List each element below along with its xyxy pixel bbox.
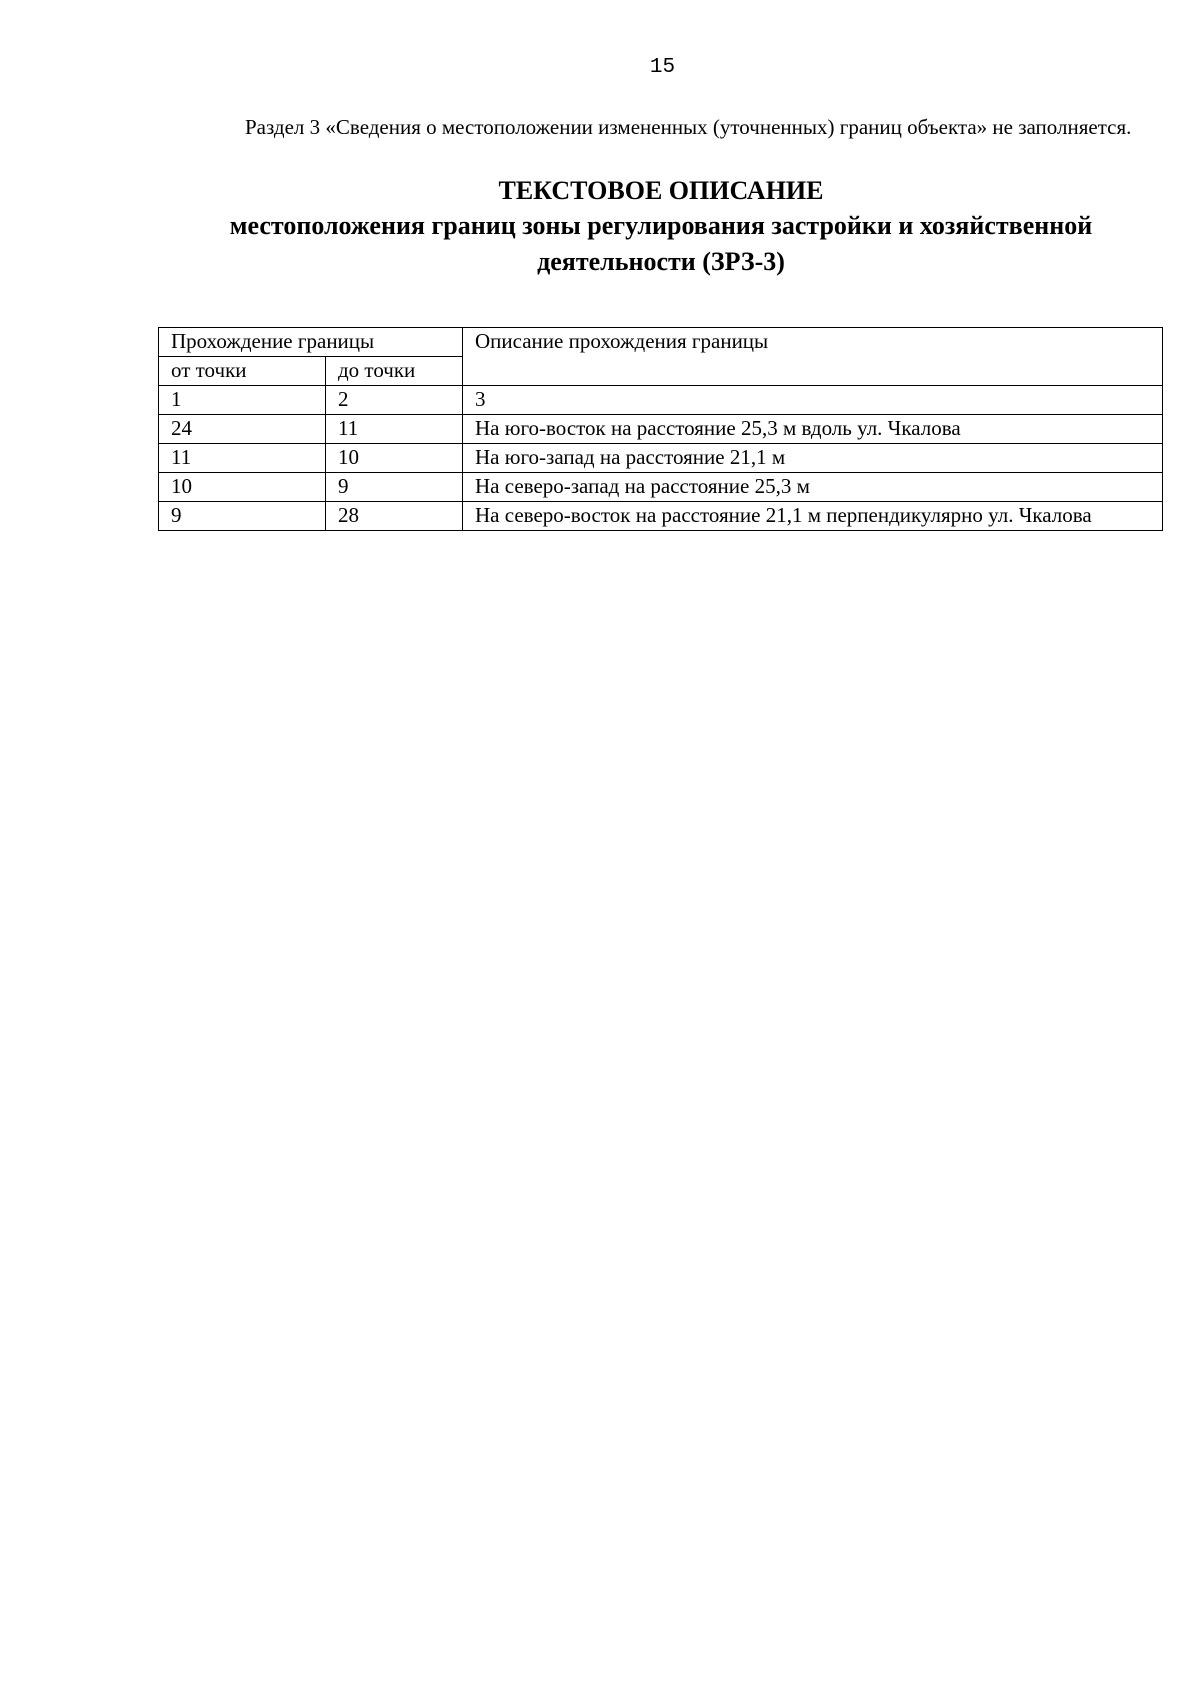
table-numbering-row	[159, 386, 1163, 415]
from-point-cell: 24	[159, 415, 326, 444]
description-cell: На северо-восток на расстояние 21,1 м перпендикулярно ул. Чкалова	[463, 502, 1163, 531]
from-point-cell: 10	[159, 473, 326, 502]
document-title	[172, 174, 1150, 280]
numbering-cell: 3	[463, 386, 1163, 415]
description-cell: На северо-запад на расстояние 25,3 м	[463, 473, 1163, 502]
title-subtitle: местоположения границ зоны регулирования застройки и хозяйственной деятельности (ЗРЗ-3)	[229, 211, 1093, 276]
to-point-cell: 10	[326, 444, 463, 473]
boundary-description-table	[158, 327, 1163, 531]
header-to: до точки	[326, 357, 463, 386]
table-row	[159, 502, 1163, 531]
table-row	[159, 444, 1163, 473]
numbering-cell: 2	[326, 386, 463, 415]
header-from: от точки	[159, 357, 326, 386]
from-point-cell: 9	[159, 502, 326, 531]
from-point-cell: 11	[159, 444, 326, 473]
to-point-cell: 28	[326, 502, 463, 531]
header-description: Описание прохождения границы	[463, 328, 1163, 386]
intro-paragraph: Раздел 3 «Сведения о местоположении измененных (уточненных) границ объекта» не заполняется.	[245, 115, 1132, 139]
table-header-row	[159, 328, 1163, 357]
header-passage: Прохождение границы	[159, 328, 463, 357]
description-cell: На юго-запад на расстояние 21,1 м	[463, 444, 1163, 473]
to-point-cell: 11	[326, 415, 463, 444]
description-cell: На юго-восток на расстояние 25,3 м вдоль ул. Чкалова	[463, 415, 1163, 444]
table-row	[159, 473, 1163, 502]
page-number: 15	[649, 56, 676, 79]
to-point-cell: 9	[326, 473, 463, 502]
title-main: ТЕКСТОВОЕ ОПИСАНИЕ	[498, 176, 824, 205]
numbering-cell: 1	[159, 386, 326, 415]
table-row	[159, 415, 1163, 444]
